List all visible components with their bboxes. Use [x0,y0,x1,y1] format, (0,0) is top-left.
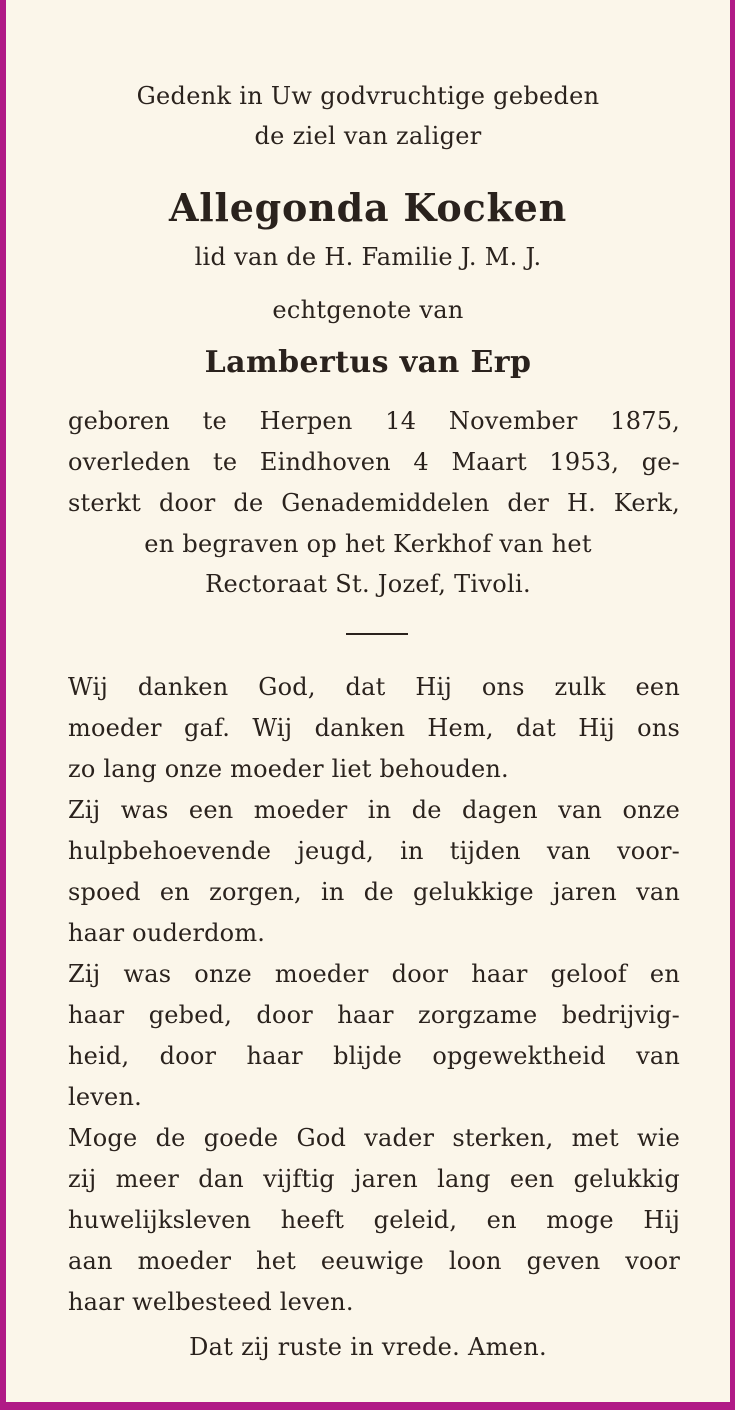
verse-line: spoed en zorgen, in de gelukkige jaren van [68,878,680,906]
spouse-name: Lambertus van Erp [204,345,532,380]
divider [346,633,408,635]
memorial-card [6,0,730,1402]
verse-line: hulpbehoevende jeugd, in tijden van voor- [68,837,680,865]
bio-line-4: en begraven op het Kerkhof van het [144,530,592,558]
header-line-1: Gedenk in Uw godvruchtige gebeden [136,82,600,110]
bio-line-2: overleden te Eindhoven 4 Maart 1953, ge- [68,448,680,476]
verse-line: zo lang onze moeder liet behouden. [68,755,509,783]
verse-line: Zij was onze moeder door haar geloof en [68,960,680,988]
verse-line: haar gebed, door haar zorgzame bedrijvig- [68,1001,680,1029]
verse-line: Zij was een moeder in de dagen van onze [68,796,680,824]
verse-line: huwelijksleven heeft geleid, en moge Hij [68,1206,680,1234]
verse-line: Moge de goede God vader sterken, met wie [68,1124,680,1152]
verse-line: Wij danken God, dat Hij ons zulk een [68,673,680,701]
bio-line-5: Rectoraat St. Jozef, Tivoli. [205,570,531,598]
verse-line: haar ouderdom. [68,919,266,947]
verse-line: zij meer dan vijftig jaren lang een gelukkig [68,1165,680,1193]
membership-line: lid van de H. Familie J. M. J. [194,243,542,271]
verse-line: haar welbesteed leven. [68,1288,354,1316]
closing-line: Dat zij ruste in vrede. Amen. [189,1333,547,1361]
deceased-name: Allegonda Kocken [168,185,568,230]
verse-line: aan moeder het eeuwige loon geven voor [68,1247,680,1275]
spouse-intro: echtgenote van [272,296,464,324]
header-line-2: de ziel van zaliger [254,122,482,150]
bio-line-1: geboren te Herpen 14 November 1875, [68,407,680,435]
verse-line: heid, door haar blijde opgewektheid van [68,1042,680,1070]
verse-line: moeder gaf. Wij danken Hem, dat Hij ons [68,714,680,742]
verse-line: leven. [68,1083,142,1111]
bio-line-3: sterkt door de Genademiddelen der H. Kerk, [68,489,680,517]
border-bottom [0,1402,735,1410]
